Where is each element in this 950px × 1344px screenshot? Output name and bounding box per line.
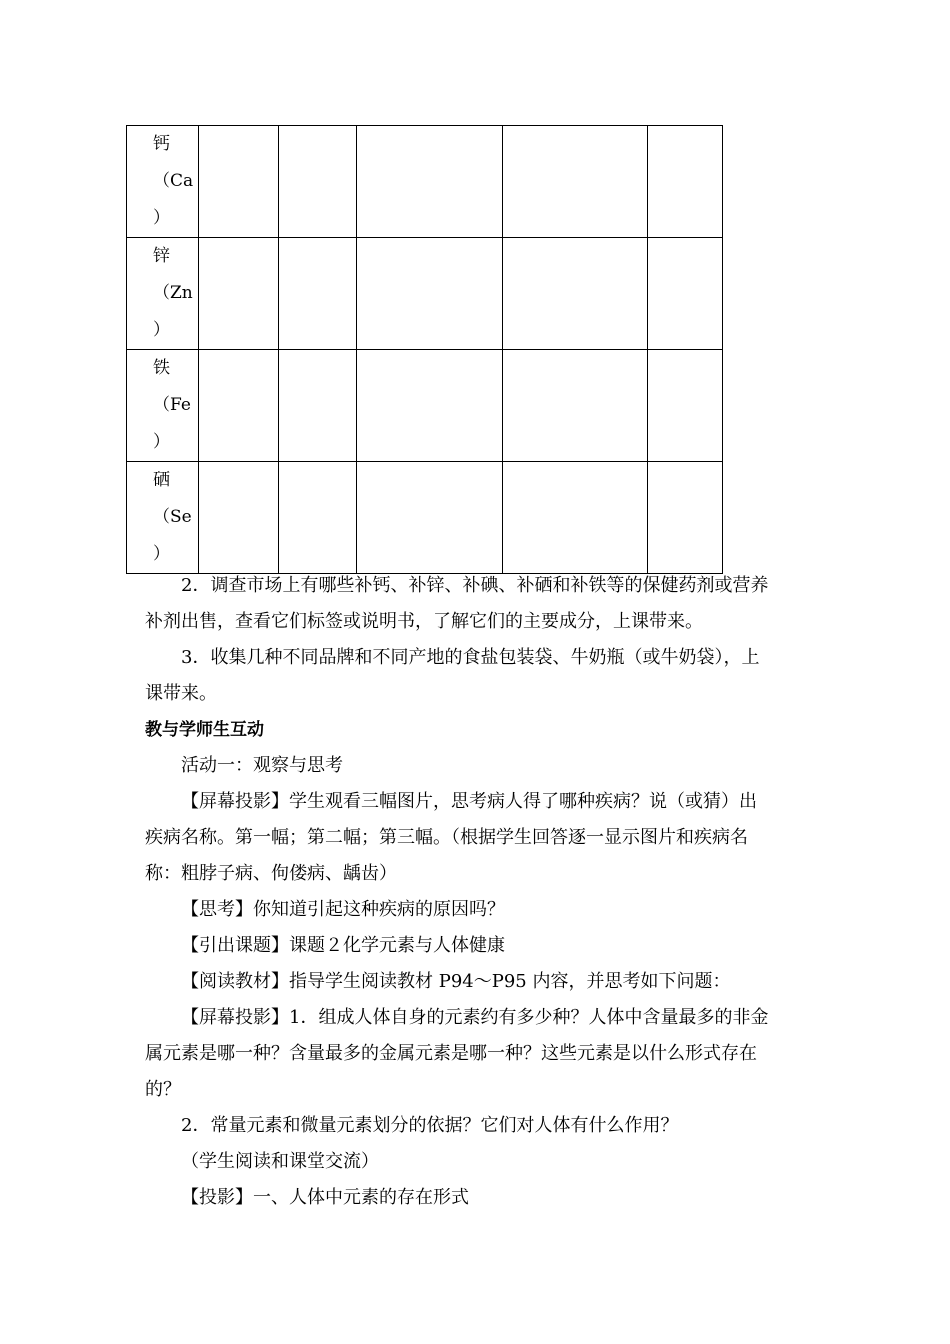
paragraph: （学生阅读和课堂交流） [181,1151,379,1172]
element-name: 硒 [153,470,170,490]
element-table [126,125,723,574]
element-symbol: （Ca [153,171,194,191]
element-name: 钙 [153,134,170,154]
paragraph: 3．收集几种不同品牌和不同产地的食盐包装袋、牛奶瓶（或牛奶袋），上 [181,647,760,668]
element-close: ） [153,320,170,340]
paragraph: 【阅读教材】指导学生阅读教材 P94～P95 内容，并思考如下问题： [181,971,731,992]
empty-cell [279,238,357,350]
empty-cell [199,238,279,350]
table-row [127,126,723,238]
element-symbol: （Se [153,507,192,527]
empty-cell [279,350,357,462]
empty-cell [357,126,503,238]
paragraph: 称：粗脖子病、佝偻病、龋齿） [145,863,397,884]
paragraph: 2．常量元素和微量元素划分的依据？它们对人体有什么作用？ [181,1115,679,1136]
section-heading: 教与学师生互动 [145,720,264,740]
element-close: ） [153,208,170,228]
empty-cell [503,238,648,350]
paragraph: 活动一：观察与思考 [181,755,343,776]
paragraph: 【引出课题】课题２化学元素与人体健康 [181,935,505,956]
element-name: 锌 [153,246,170,266]
paragraph: 2．调查市场上有哪些补钙、补锌、补碘、补硒和补铁等的保健药剂或营养 [181,575,769,596]
empty-cell [648,126,723,238]
empty-cell [503,462,648,574]
empty-cell [199,350,279,462]
paragraph: 【思考】你知道引起这种疾病的原因吗？ [181,899,505,920]
element-name: 铁 [153,358,170,378]
element-close: ） [153,544,170,564]
empty-cell [503,350,648,462]
empty-cell [648,462,723,574]
empty-cell [199,126,279,238]
paragraph: 属元素是哪一种？含量最多的金属元素是哪一种？这些元素是以什么形式存在 [145,1043,757,1064]
element-cell [127,350,199,462]
paragraph: 课带来。 [145,683,217,704]
empty-cell [648,238,723,350]
empty-cell [357,462,503,574]
paragraph: 【投影】一、人体中元素的存在形式 [181,1187,469,1208]
empty-cell [279,462,357,574]
element-cell [127,238,199,350]
table-row [127,462,723,574]
element-symbol: （Zn [153,283,193,303]
paragraph: 【屏幕投影】1．组成人体自身的元素约有多少种？人体中含量最多的非金 [181,1007,769,1028]
paragraph: 的？ [145,1079,181,1100]
empty-cell [503,126,648,238]
element-close: ） [153,432,170,452]
element-cell [127,126,199,238]
paragraph: 补剂出售，查看它们标签或说明书，了解它们的主要成分，上课带来。 [145,611,703,632]
empty-cell [357,238,503,350]
table-row [127,350,723,462]
paragraph: 【屏幕投影】学生观看三幅图片，思考病人得了哪种疾病？说（或猜）出 [181,791,757,812]
empty-cell [199,462,279,574]
empty-cell [357,350,503,462]
element-symbol: （Fe [153,395,191,415]
empty-cell [648,350,723,462]
paragraph: 疾病名称。第一幅；第二幅；第三幅。（根据学生回答逐一显示图片和疾病名 [145,827,748,848]
table-row [127,238,723,350]
body-text [145,568,810,1216]
element-cell [127,462,199,574]
empty-cell [279,126,357,238]
